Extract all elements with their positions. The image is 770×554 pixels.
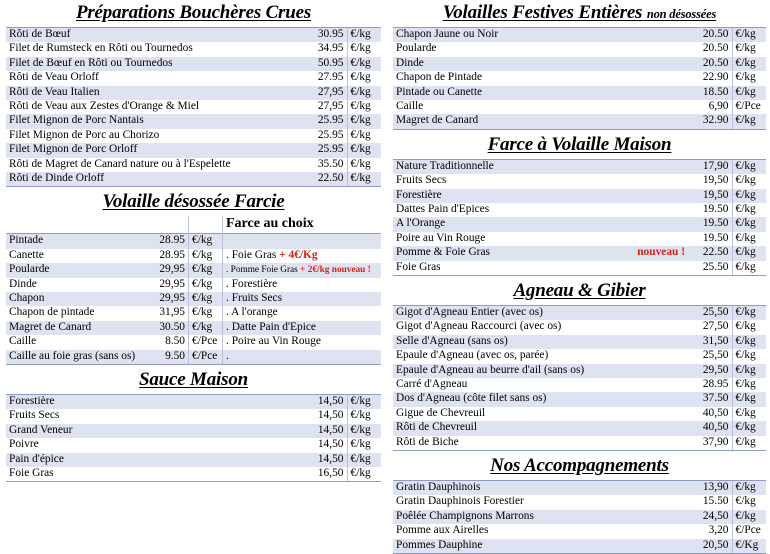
table-accompagnements: [393, 480, 766, 554]
table-row[interactable]: [6, 306, 381, 320]
section-sauce-maison: [6, 367, 381, 482]
item-unit: €/Pce: [189, 335, 223, 349]
item-unit: €/kg: [732, 261, 766, 276]
item-unit: €/Kg: [732, 539, 766, 554]
item-price: 28.95: [702, 377, 729, 390]
table-row[interactable]: [6, 158, 381, 172]
header-blank-name: [6, 216, 145, 234]
item-price: 25.95: [303, 114, 347, 128]
item-name: Chapon de Pintade: [396, 71, 483, 84]
item-unit: €/kg: [347, 114, 381, 128]
item-name: Forestière: [6, 394, 303, 409]
item-price: 19.50: [688, 217, 732, 231]
item-price: 22.50: [303, 172, 347, 187]
item-price: 13,90: [688, 480, 732, 495]
item-price: 22.50: [688, 246, 732, 260]
section-title-accompagnements: Nos Accompagnements: [490, 454, 669, 476]
table-row[interactable]: [393, 539, 766, 554]
item-farce: [223, 350, 382, 365]
item-price: 9.50: [145, 350, 189, 365]
table-volaille-desossee: [6, 216, 381, 365]
item-name: Dinde: [393, 57, 688, 71]
item-price: 14,50: [317, 438, 344, 451]
item-unit: €/kg: [732, 510, 766, 524]
farce-label: . Poire au Vin Rouge: [226, 335, 321, 348]
table-row[interactable]: [393, 71, 766, 85]
item-price: 20.50: [688, 27, 732, 42]
item-price: 6,90: [708, 99, 729, 112]
item-name: Selle d'Agneau (sans os): [393, 335, 688, 349]
item-price: 16,50: [303, 467, 347, 482]
item-unit: €/kg: [347, 394, 381, 409]
item-price: 14,50: [303, 424, 347, 438]
farce-label: . Forestière: [226, 277, 278, 290]
table-row[interactable]: [6, 263, 381, 277]
table-row[interactable]: [393, 349, 766, 363]
item-name: Poivre: [9, 438, 39, 451]
item-price: 30.50: [145, 321, 189, 335]
item-name: Magret de Canard: [6, 321, 145, 335]
item-unit: €/Pce: [189, 350, 223, 365]
table-row[interactable]: [393, 305, 766, 320]
item-unit: €/kg: [732, 57, 766, 71]
table-row[interactable]: [393, 114, 766, 129]
table-row[interactable]: [393, 335, 766, 349]
item-name: [393, 189, 688, 203]
item-price: 14,50: [303, 394, 347, 409]
table-row[interactable]: [393, 261, 766, 276]
section-title-preparations: Préparations Bouchères Crues: [75, 2, 312, 23]
item-price: 27,50: [702, 320, 729, 333]
item-unit: €/kg: [189, 321, 223, 335]
item-name: Carré d'Agneau: [396, 377, 468, 390]
table-row[interactable]: [393, 392, 766, 406]
table-row[interactable]: [6, 86, 381, 100]
section-preparations-boucheres: [6, 0, 381, 187]
farce-surcharge: + 4€/Kg: [279, 248, 318, 261]
table-row[interactable]: [393, 217, 766, 231]
item-unit: €/kg: [732, 421, 766, 435]
farce-label: . Foie Gras: [226, 248, 280, 261]
item-unit: €/kg: [732, 392, 766, 406]
item-unit: €/kg: [732, 86, 766, 100]
item-unit: €/kg: [732, 480, 766, 495]
table-row[interactable]: [393, 159, 766, 174]
item-unit: €/kg: [347, 27, 381, 42]
table-row[interactable]: [393, 27, 766, 42]
item-name: Epaule d'Agneau au beurre d'ail (sans os): [393, 364, 688, 378]
section-title-main: Volailles Festives Entières: [442, 2, 643, 23]
section-title-agneau-gibier: Agneau & Gibier: [513, 279, 646, 301]
item-price: 29,50: [688, 364, 732, 378]
table-body-accompagnements: [393, 480, 766, 553]
item-name: Grand Veneur: [6, 424, 303, 438]
table-row[interactable]: [6, 71, 381, 85]
item-unit: €/Pce: [732, 524, 766, 538]
table-row[interactable]: [6, 172, 381, 187]
item-price: 28.95: [159, 248, 185, 261]
item-unit: €/kg: [732, 217, 766, 231]
table-row[interactable]: [393, 246, 766, 260]
item-name: Caille au foie gras (sans os): [6, 350, 145, 365]
item-unit: €/kg: [732, 246, 766, 260]
table-body-preparations: [6, 27, 381, 186]
table-row[interactable]: [6, 100, 381, 114]
item-unit: €/kg: [347, 172, 381, 187]
table-row[interactable]: [393, 320, 766, 334]
item-unit: €/kg: [732, 42, 766, 56]
item-price: 19.50: [702, 231, 729, 244]
table-body-sauce-maison: [6, 394, 381, 481]
item-farce: [223, 263, 382, 277]
table-sauce-maison: [6, 394, 381, 482]
item-unit: €/kg: [732, 71, 766, 85]
table-row[interactable]: [393, 364, 766, 378]
item-unit: €/kg: [347, 424, 381, 438]
item-label: Poire au Vin Rouge: [396, 231, 486, 244]
section-farce-volaille: [393, 132, 766, 276]
item-price: 20,50: [688, 539, 732, 554]
table-row[interactable]: [6, 453, 381, 467]
table-row[interactable]: [6, 27, 381, 42]
item-unit: €/kg: [347, 71, 381, 85]
item-unit: €/kg: [347, 467, 381, 482]
table-row[interactable]: [6, 249, 381, 263]
item-name: Caille: [396, 99, 424, 112]
item-price: 15.50: [702, 495, 729, 508]
item-name: Rôti de Veau aux Zestes d'Orange & Miel: [9, 99, 200, 112]
table-body-agneau-gibier: [393, 305, 766, 450]
table-row[interactable]: [6, 424, 381, 438]
item-name: Poêlée Champignons Marrons: [393, 510, 688, 524]
item-name: Dinde: [9, 277, 37, 290]
table-body-volaille-desossee: [6, 216, 381, 364]
item-price: 37.50: [688, 392, 732, 406]
item-farce: [223, 249, 382, 263]
farce-label: . A l'orange: [226, 306, 278, 319]
item-price: 3,20: [708, 524, 729, 537]
item-name: Canette: [9, 248, 44, 261]
table-header-row: [6, 216, 381, 234]
item-name: Pintade ou Canette: [393, 86, 688, 100]
item-price: 25.95: [317, 128, 344, 141]
item-price: 30.95: [303, 27, 347, 42]
item-price: 34.95: [317, 42, 344, 55]
section-title-sauce-maison: Sauce Maison: [139, 369, 248, 390]
item-name: [393, 159, 688, 174]
farce-label: .: [226, 349, 229, 362]
item-price: 20.50: [688, 57, 732, 71]
table-row[interactable]: [393, 510, 766, 524]
item-price: 19,50: [702, 174, 729, 187]
left-column: [0, 0, 385, 520]
item-unit: €/kg: [189, 278, 223, 292]
item-name: Rôti de Dinde Orloff: [6, 172, 303, 187]
item-name: Rôti de Chevreuil: [393, 421, 688, 435]
item-unit: €/kg: [347, 100, 381, 114]
item-price: 35.50: [317, 157, 344, 170]
table-row[interactable]: [393, 480, 766, 495]
item-unit: €/kg: [732, 436, 766, 451]
item-label: Foie Gras: [396, 260, 441, 273]
item-name: Gratin Dauphinois Forestier: [396, 495, 524, 508]
item-farce: [223, 335, 382, 349]
table-volailles-festives: [393, 27, 766, 130]
table-row[interactable]: [6, 409, 381, 423]
item-price: 27,95: [303, 86, 347, 100]
item-unit: €/kg: [732, 335, 766, 349]
item-price: 50.95: [303, 57, 347, 71]
item-name: Filet de Bœuf en Rôti ou Tournedos: [6, 57, 303, 71]
item-label: Pomme & Foie Gras: [396, 246, 490, 259]
farce-label: . Datte Pain d'Epice: [226, 320, 316, 333]
table-row[interactable]: [6, 278, 381, 292]
item-unit: €/kg: [189, 263, 223, 277]
section-title-farce-volaille: Farce à Volaille Maison: [487, 133, 672, 155]
item-name: Poularde: [6, 263, 145, 277]
item-name: Fruits Secs: [9, 409, 60, 422]
item-price: 28.95: [145, 234, 189, 249]
item-label: Forestière: [396, 188, 442, 201]
table-row[interactable]: [393, 86, 766, 100]
header-blank-unit: [189, 216, 223, 234]
item-name: Pintade: [6, 234, 145, 249]
item-name: Filet Mignon de Porc au Chorizo: [9, 128, 160, 141]
item-farce: [223, 234, 382, 249]
item-price: 27,95: [317, 99, 344, 112]
item-name: Gigot d'Agneau Entier (avec os): [393, 305, 688, 320]
item-price: 31,50: [688, 335, 732, 349]
table-row[interactable]: [6, 350, 381, 365]
item-name: Filet de Rumsteck en Rôti ou Tournedos: [9, 42, 193, 55]
item-price: 14,50: [303, 453, 347, 467]
table-row[interactable]: [393, 378, 766, 392]
item-price: 8.50: [165, 335, 185, 348]
item-unit: €/kg: [732, 114, 766, 129]
table-row[interactable]: [6, 129, 381, 143]
item-name: Chapon de pintade: [9, 306, 95, 319]
item-price: 24,50: [688, 510, 732, 524]
right-column: [385, 0, 770, 551]
item-farce: [223, 278, 382, 292]
table-row[interactable]: [393, 407, 766, 421]
table-row[interactable]: [6, 321, 381, 335]
item-name: [393, 174, 688, 188]
item-unit: €/kg: [732, 378, 766, 392]
table-body-farce-volaille: [393, 159, 766, 275]
farce-label: . Pomme Foie Gras: [226, 265, 301, 276]
item-unit: €/Pce: [732, 100, 766, 114]
item-unit: €/kg: [732, 349, 766, 363]
item-unit: €/kg: [732, 159, 766, 174]
item-unit: €/kg: [347, 438, 381, 452]
table-farce-volaille: [393, 159, 766, 276]
item-name: [393, 261, 688, 276]
item-unit: €/kg: [347, 57, 381, 71]
item-price: 40,50: [702, 406, 729, 419]
item-unit: €/kg: [732, 495, 766, 509]
table-row[interactable]: [6, 114, 381, 128]
item-price: 40,50: [688, 421, 732, 435]
item-price: 37,90: [688, 436, 732, 451]
item-name: Rôti de Veau Italien: [6, 86, 303, 100]
item-unit: €/kg: [189, 234, 223, 249]
item-name: Chapon: [6, 292, 145, 306]
table-row[interactable]: [6, 292, 381, 306]
table-row[interactable]: [393, 421, 766, 435]
item-price: 29,95: [159, 277, 185, 290]
item-price: 27.95: [317, 71, 344, 84]
item-price: 25,50: [688, 305, 732, 320]
item-name: Gigue de Chevreuil: [396, 406, 486, 419]
table-row[interactable]: [6, 438, 381, 452]
table-row[interactable]: [393, 57, 766, 71]
item-unit: €/kg: [347, 158, 381, 172]
item-name: Pomme aux Airelles: [396, 524, 489, 537]
table-preparations: [6, 27, 381, 187]
item-price: 19.50: [702, 202, 729, 215]
table-row[interactable]: [393, 174, 766, 188]
item-unit: €/kg: [732, 407, 766, 421]
item-label: Nature Traditionnelle: [396, 159, 494, 172]
item-price: 14,50: [317, 409, 344, 422]
item-unit: €/kg: [732, 305, 766, 320]
item-name: Filet Mignon de Porc Orloff: [6, 143, 303, 157]
item-price: 22.90: [702, 71, 729, 84]
item-price: 19,50: [688, 189, 732, 203]
item-name: Poularde: [396, 42, 437, 55]
item-name: Dos d'Agneau (côte filet sans os): [393, 392, 688, 406]
table-row[interactable]: [6, 335, 381, 349]
section-title-volailles-festives: [393, 0, 766, 27]
item-unit: €/kg: [347, 42, 381, 56]
item-name: Rôti de Biche: [393, 436, 688, 451]
table-row[interactable]: [6, 394, 381, 409]
section-volailles-festives: [393, 0, 766, 130]
item-name: Rôti de Bœuf: [6, 27, 303, 42]
table-row[interactable]: [393, 42, 766, 56]
item-unit: €/kg: [347, 409, 381, 423]
item-unit: €/kg: [732, 232, 766, 246]
item-name: Rôti de Veau Orloff: [9, 71, 99, 84]
table-row[interactable]: [393, 524, 766, 538]
item-price: 25,50: [702, 349, 729, 362]
item-unit: €/kg: [347, 143, 381, 157]
item-price: 20.50: [702, 42, 729, 55]
item-unit: €/kg: [189, 306, 223, 320]
item-name: Caille: [9, 335, 37, 348]
item-name: [393, 246, 688, 260]
item-price: 25.95: [303, 143, 347, 157]
table-row[interactable]: [6, 57, 381, 71]
item-name: Rôti de Magret de Canard nature ou à l'Espelette: [9, 157, 231, 170]
table-row[interactable]: [393, 100, 766, 114]
section-volaille-desossee: [6, 189, 381, 365]
item-label: Dattes Pain d'Epices: [396, 202, 490, 215]
header-farce-au-choix: Farce au choix: [223, 216, 382, 234]
table-row[interactable]: [393, 436, 766, 451]
item-farce: [223, 306, 382, 320]
item-name: [393, 203, 688, 217]
table-row[interactable]: [393, 495, 766, 509]
new-badge: nouveau !: [637, 246, 685, 259]
section-subtitle: non désossées: [646, 7, 717, 21]
table-row[interactable]: [6, 42, 381, 56]
item-name: [393, 217, 688, 231]
item-name: [393, 232, 688, 246]
section-accompagnements: [393, 453, 766, 554]
item-label: A l'Orange: [396, 217, 446, 230]
farce-label: . Fruits Secs: [226, 291, 283, 304]
item-name: Filet Mignon de Porc Nantais: [6, 114, 303, 128]
item-price: 17,90: [688, 159, 732, 174]
table-row[interactable]: [393, 232, 766, 246]
item-farce: [223, 292, 382, 306]
section-title-volaille-desossee: Volaille désossée Farcie: [102, 191, 285, 213]
item-price: 31,95: [159, 306, 185, 319]
item-unit: €/kg: [732, 174, 766, 188]
item-name: Pain d'épice: [6, 453, 303, 467]
item-name: Foie Gras: [6, 467, 303, 482]
table-body-volailles-festives: [393, 27, 766, 129]
item-unit: €/kg: [732, 320, 766, 334]
item-farce: [223, 321, 382, 335]
section-agneau-gibier: [393, 278, 766, 451]
item-price: 25.50: [688, 261, 732, 276]
item-price: 18.50: [688, 86, 732, 100]
table-row[interactable]: [6, 467, 381, 482]
item-unit: €/kg: [347, 86, 381, 100]
item-name: Epaule d'Agneau (avec os, parée): [396, 349, 549, 362]
item-name: Pommes Dauphine: [393, 539, 688, 554]
item-label: Fruits Secs: [396, 174, 447, 187]
item-price: 29,95: [145, 263, 189, 277]
item-unit: €/kg: [347, 129, 381, 143]
item-unit: €/kg: [189, 292, 223, 306]
item-unit: €/kg: [732, 203, 766, 217]
item-name: Chapon Jaune ou Noir: [393, 27, 688, 42]
table-agneau-gibier: [393, 305, 766, 451]
item-name: Magret de Canard: [393, 114, 688, 129]
item-unit: €/kg: [347, 453, 381, 467]
item-unit: €/kg: [732, 189, 766, 203]
item-unit: €/kg: [732, 27, 766, 42]
header-blank-price: [145, 216, 189, 234]
table-row[interactable]: [393, 189, 766, 203]
table-row[interactable]: [6, 143, 381, 157]
farce-surcharge: + 2€/kg nouveau !: [300, 265, 371, 276]
item-price: 32.90: [688, 114, 732, 129]
item-name: Gratin Dauphinois: [393, 480, 688, 495]
item-price: 29,95: [145, 292, 189, 306]
item-unit: €/kg: [732, 364, 766, 378]
table-row[interactable]: [393, 203, 766, 217]
item-unit: €/kg: [189, 249, 223, 263]
item-name: Gigot d'Agneau Raccourci (avec os): [396, 320, 562, 333]
table-row[interactable]: [6, 234, 381, 249]
